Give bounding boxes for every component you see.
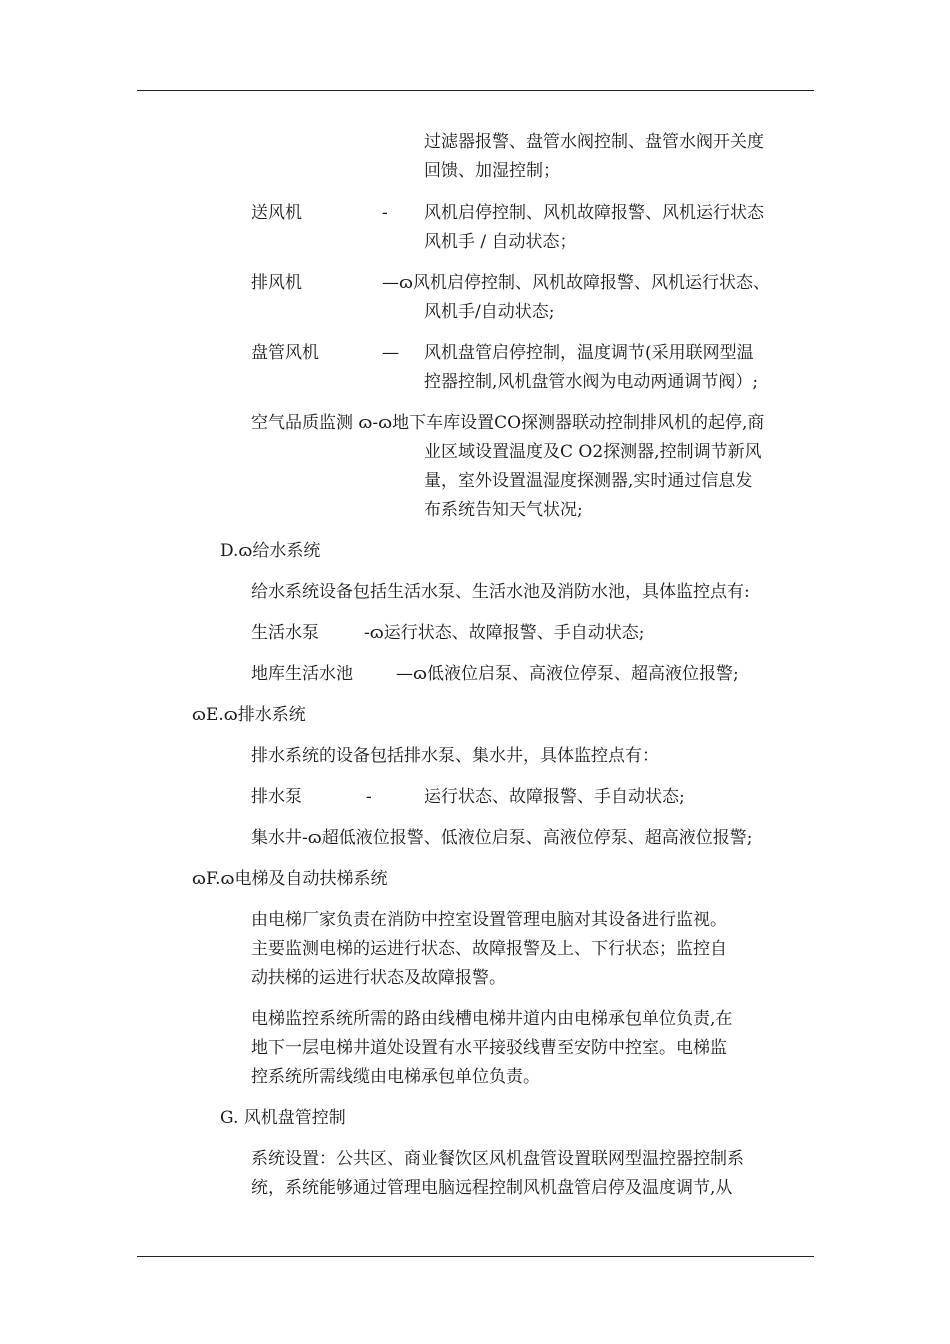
footer-rule: [137, 1256, 814, 1257]
section-g-heading: G. 风机盘管控制: [220, 1108, 346, 1128]
supply-fan-line-2: 风机手 / 自动状态；: [424, 232, 577, 252]
section-f-heading: ɷF.ɷ电梯及自动扶梯系统: [192, 869, 388, 889]
air-quality-line-1: 空气品质监测 ɷ-ɷ地下车库设置CO探测器联动控制排风机的起停,商: [251, 413, 765, 433]
fan-coil-dash: —: [382, 343, 399, 363]
air-quality-line-4: 布系统告知天气状况;: [424, 500, 583, 520]
drain-pump-label: 排水泵: [251, 787, 302, 807]
section-f-p2-line-2: 地下一层电梯井道处设置有水平接驳线曹至安防中控室。电梯监: [251, 1038, 727, 1058]
filter-line-1: 过滤器报警、盘管水阀控制、盘管水阀开关度: [424, 132, 764, 152]
air-quality-line-3: 量，室外设置温湿度探测器,实时通过信息发: [424, 471, 753, 491]
exhaust-fan-line-1: —ɷ风机启停控制、风机故障报警、风机运行状态、: [382, 273, 770, 293]
domestic-pump-label: 生活水泵: [251, 623, 319, 643]
section-e-intro: 排水系统的设备包括排水泵、集水井，具体监控点有：: [251, 746, 659, 766]
section-f-p2-line-3: 控系统所需线缆由电梯承包单位负责。: [251, 1067, 540, 1087]
section-g-line-1: 系统设置：公共区、商业餐饮区风机盘管设置联网型温控器控制系: [251, 1149, 744, 1169]
domestic-tank-text: —ɷ低液位启泵、高液位停泵、超高液位报警;: [396, 664, 739, 684]
drain-pump-text: 运行状态、故障报警、手自动状态;: [424, 787, 685, 807]
header-rule: [137, 90, 814, 91]
drain-pump-dash: -: [366, 787, 372, 807]
supply-fan-dash: -: [382, 203, 388, 223]
sump-well-text: 集水井-ɷ超低液位报警、低液位启泵、高液位停泵、超高液位报警;: [251, 828, 753, 848]
fan-coil-label: 盘管风机: [251, 343, 319, 363]
section-e-heading: ɷE.ɷ排水系统: [192, 705, 306, 725]
section-d-intro: 给水系统设备包括生活水泵、生活水池及消防水池，具体监控点有:: [251, 582, 750, 602]
fan-coil-line-2: 控器控制,风机盘管水阀为电动两通调节阀）;: [424, 372, 759, 392]
supply-fan-label: 送风机: [251, 203, 302, 223]
section-g-line-2: 统，系统能够通过管理电脑远程控制风机盘管启停及温度调节,从: [251, 1178, 733, 1198]
section-f-p1-line-3: 动扶梯的运进行状态及故障报警。: [251, 968, 506, 988]
section-f-p2-line-1: 电梯监控系统所需的路由线槽电梯井道内由电梯承包单位负责,在: [251, 1009, 733, 1029]
domestic-pump-text: -ɷ运行状态、故障报警、手自动状态;: [364, 623, 645, 643]
section-f-p1-line-2: 主要监测电梯的运进行状态、故障报警及上、下行状态；监控自: [251, 939, 727, 959]
fan-coil-line-1: 风机盘管启停控制，温度调节(采用联网型温: [424, 343, 754, 363]
filter-line-2: 回馈、加湿控制；: [424, 161, 560, 181]
air-quality-line-2: 业区域设置温度及C O2探测器,控制调节新风: [424, 442, 762, 462]
section-d-heading: D.ɷ给水系统: [220, 541, 321, 561]
domestic-tank-label: 地库生活水池: [251, 664, 353, 684]
exhaust-fan-label: 排风机: [251, 273, 302, 293]
supply-fan-line-1: 风机启停控制、风机故障报警、风机运行状态: [424, 203, 764, 223]
section-f-p1-line-1: 由电梯厂家负责在消防中控室设置管理电脑对其设备进行监视。: [251, 910, 727, 930]
exhaust-fan-line-2: 风机手/自动状态;: [424, 302, 555, 322]
